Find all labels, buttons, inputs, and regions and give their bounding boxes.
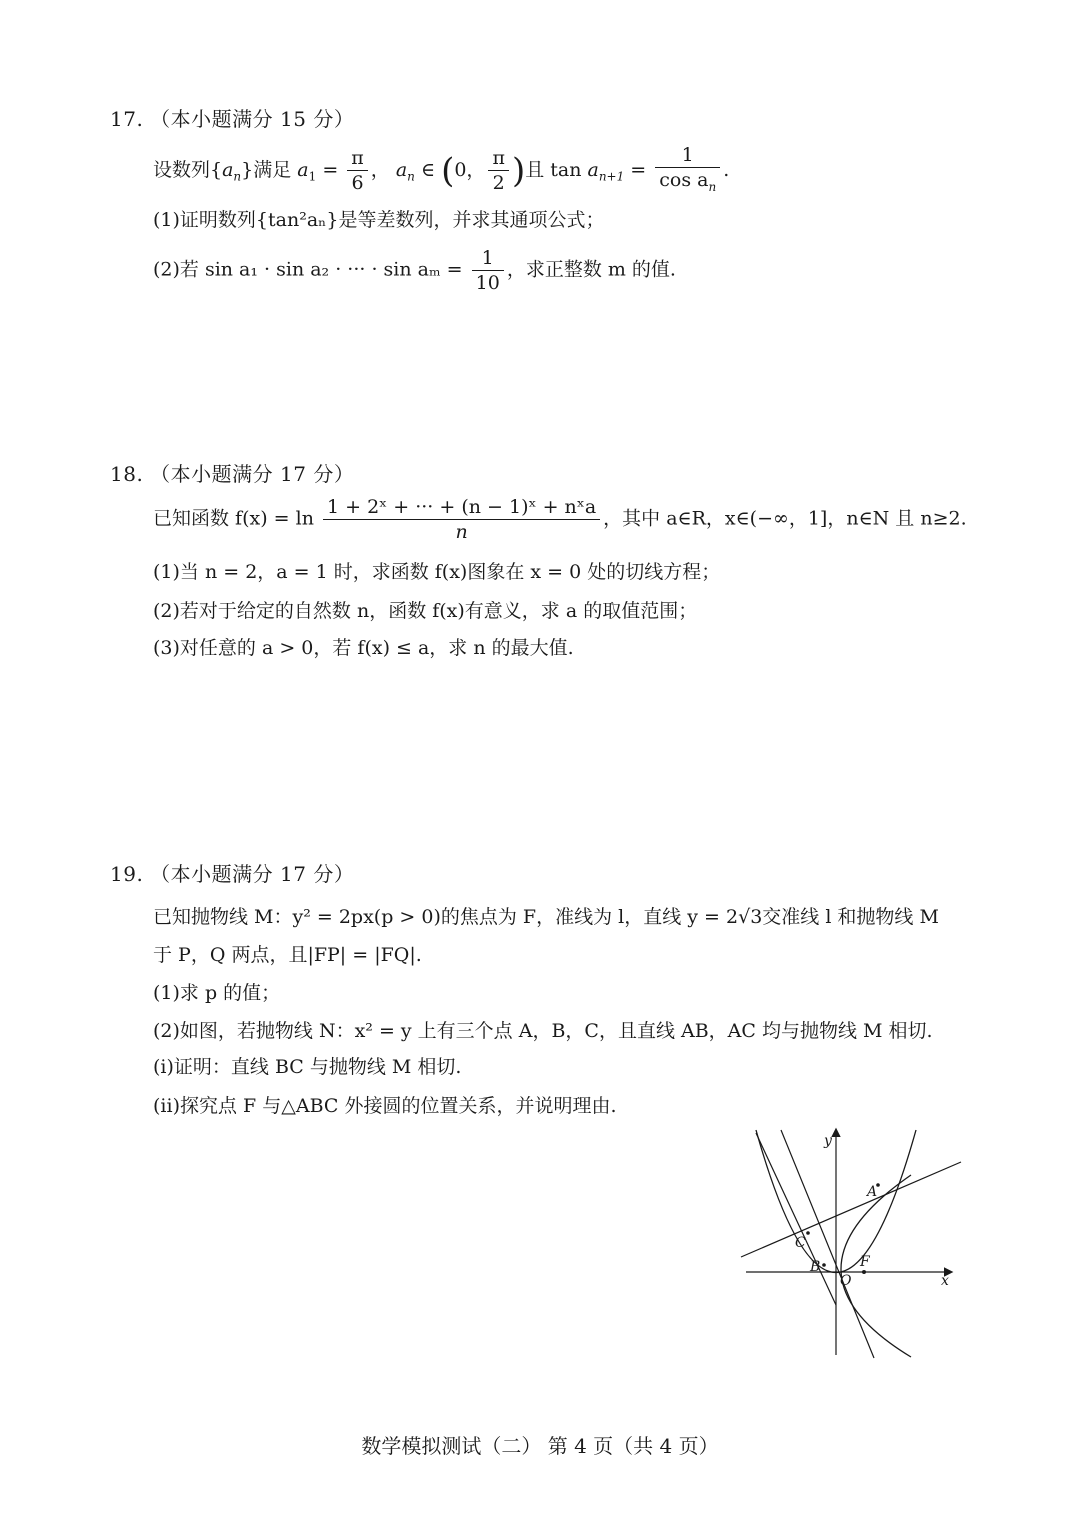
problem-19-q2: (2)如图，若抛物线 N：x² = y 上有三个点 A，B，C，且直线 AB，AC 均与抛物线 M 相切. — [153, 1020, 933, 1042]
problem-17-statement: 设数列$\{a_n\}$满足 $a_1$ = $\frac{\pi}{6}$ ， $a_n$ ∈ (0， $\frac{\pi}{2}$ )且 $\tan a_{n+1}$ = $\frac{1}{\cos a_n}$ . — [153, 143, 729, 199]
point-b — [822, 1263, 826, 1267]
problem-19-q2-ii: (ii)探究点 F 与△ABC 外接圆的位置关系，并说明理由. — [153, 1095, 617, 1117]
problem-19-q1: (1)求 p 的值； — [153, 982, 281, 1004]
parabola-figure — [736, 1125, 966, 1365]
problem-19-statement-line1: 已知抛物线 M：y² = 2px(p > 0)的焦点为 F，准线为 l，直线 y = 2√3交准线 l 和抛物线 M — [153, 906, 939, 928]
label-b: B — [810, 1259, 821, 1275]
point-f — [862, 1270, 866, 1274]
line-bc — [756, 1133, 836, 1305]
label-x: x — [941, 1273, 949, 1289]
label-o: O — [840, 1273, 852, 1289]
label-y: y — [824, 1133, 832, 1149]
problem-17-q1: (1)证明数列{tan²aₙ}是等差数列，并求其通项公式； — [153, 209, 605, 231]
problem-19-q2-i: (i)证明：直线 BC 与抛物线 M 相切. — [153, 1056, 462, 1078]
problem-18-heading: 18. （本小题满分 17 分） — [110, 462, 355, 486]
fraction-1-cos: $\frac{1}{\cos a_n}$ — [655, 143, 720, 199]
problem-19-heading: 19. （本小题满分 17 分） — [110, 862, 355, 886]
parabola-m — [841, 1175, 911, 1357]
fraction-pi-2: $\frac{\pi}{2}$ — [488, 146, 509, 195]
problem-18-q3: (3)对任意的 a > 0，若 f(x) ≤ a，求 n 的最大值. — [153, 637, 574, 659]
line-ac — [741, 1162, 961, 1257]
point-c — [806, 1231, 810, 1235]
label-f: F — [860, 1254, 870, 1270]
fraction-1-10: $\frac{1}{10}$ — [472, 246, 504, 295]
fraction-ln-argument: $\frac{\text{1 + 2ˣ + ··· + (n − 1)ˣ + nˣa}}{n}$ — [323, 495, 600, 544]
page-footer: 数学模拟测试（二） 第 4 页（共 4 页） — [361, 1434, 719, 1458]
problem-19-statement-line2: 于 P，Q 两点，且|FP| = |FQ|. — [153, 944, 422, 966]
label-a: A — [867, 1184, 878, 1200]
problem-18-q2: (2)若对于给定的自然数 n，函数 f(x)有意义，求 a 的取值范围； — [153, 600, 698, 622]
fraction-pi-6: $\frac{\pi}{6}$ — [347, 146, 368, 195]
problem-17-q2: (2)若 sin a₁ · sin a₂ · ··· · sin aₘ = $\frac{1}{10}$ ，求正整数 m 的值. — [153, 247, 676, 294]
label-c: C — [795, 1235, 806, 1251]
problem-18-statement: 已知函数 f(x) = ln $\frac{\text{1 + 2ˣ + ··· + (n − 1)ˣ + nˣa}}{n}$ ，其中 a∈R，x∈(−∞，1]，n∈N 且 n≥2. — [153, 496, 967, 543]
problem-17-heading: 17. （本小题满分 15 分） — [110, 107, 355, 131]
problem-18-q1: (1)当 n = 2，a = 1 时，求函数 f(x)图象在 x = 0 处的切线方程； — [153, 561, 721, 583]
